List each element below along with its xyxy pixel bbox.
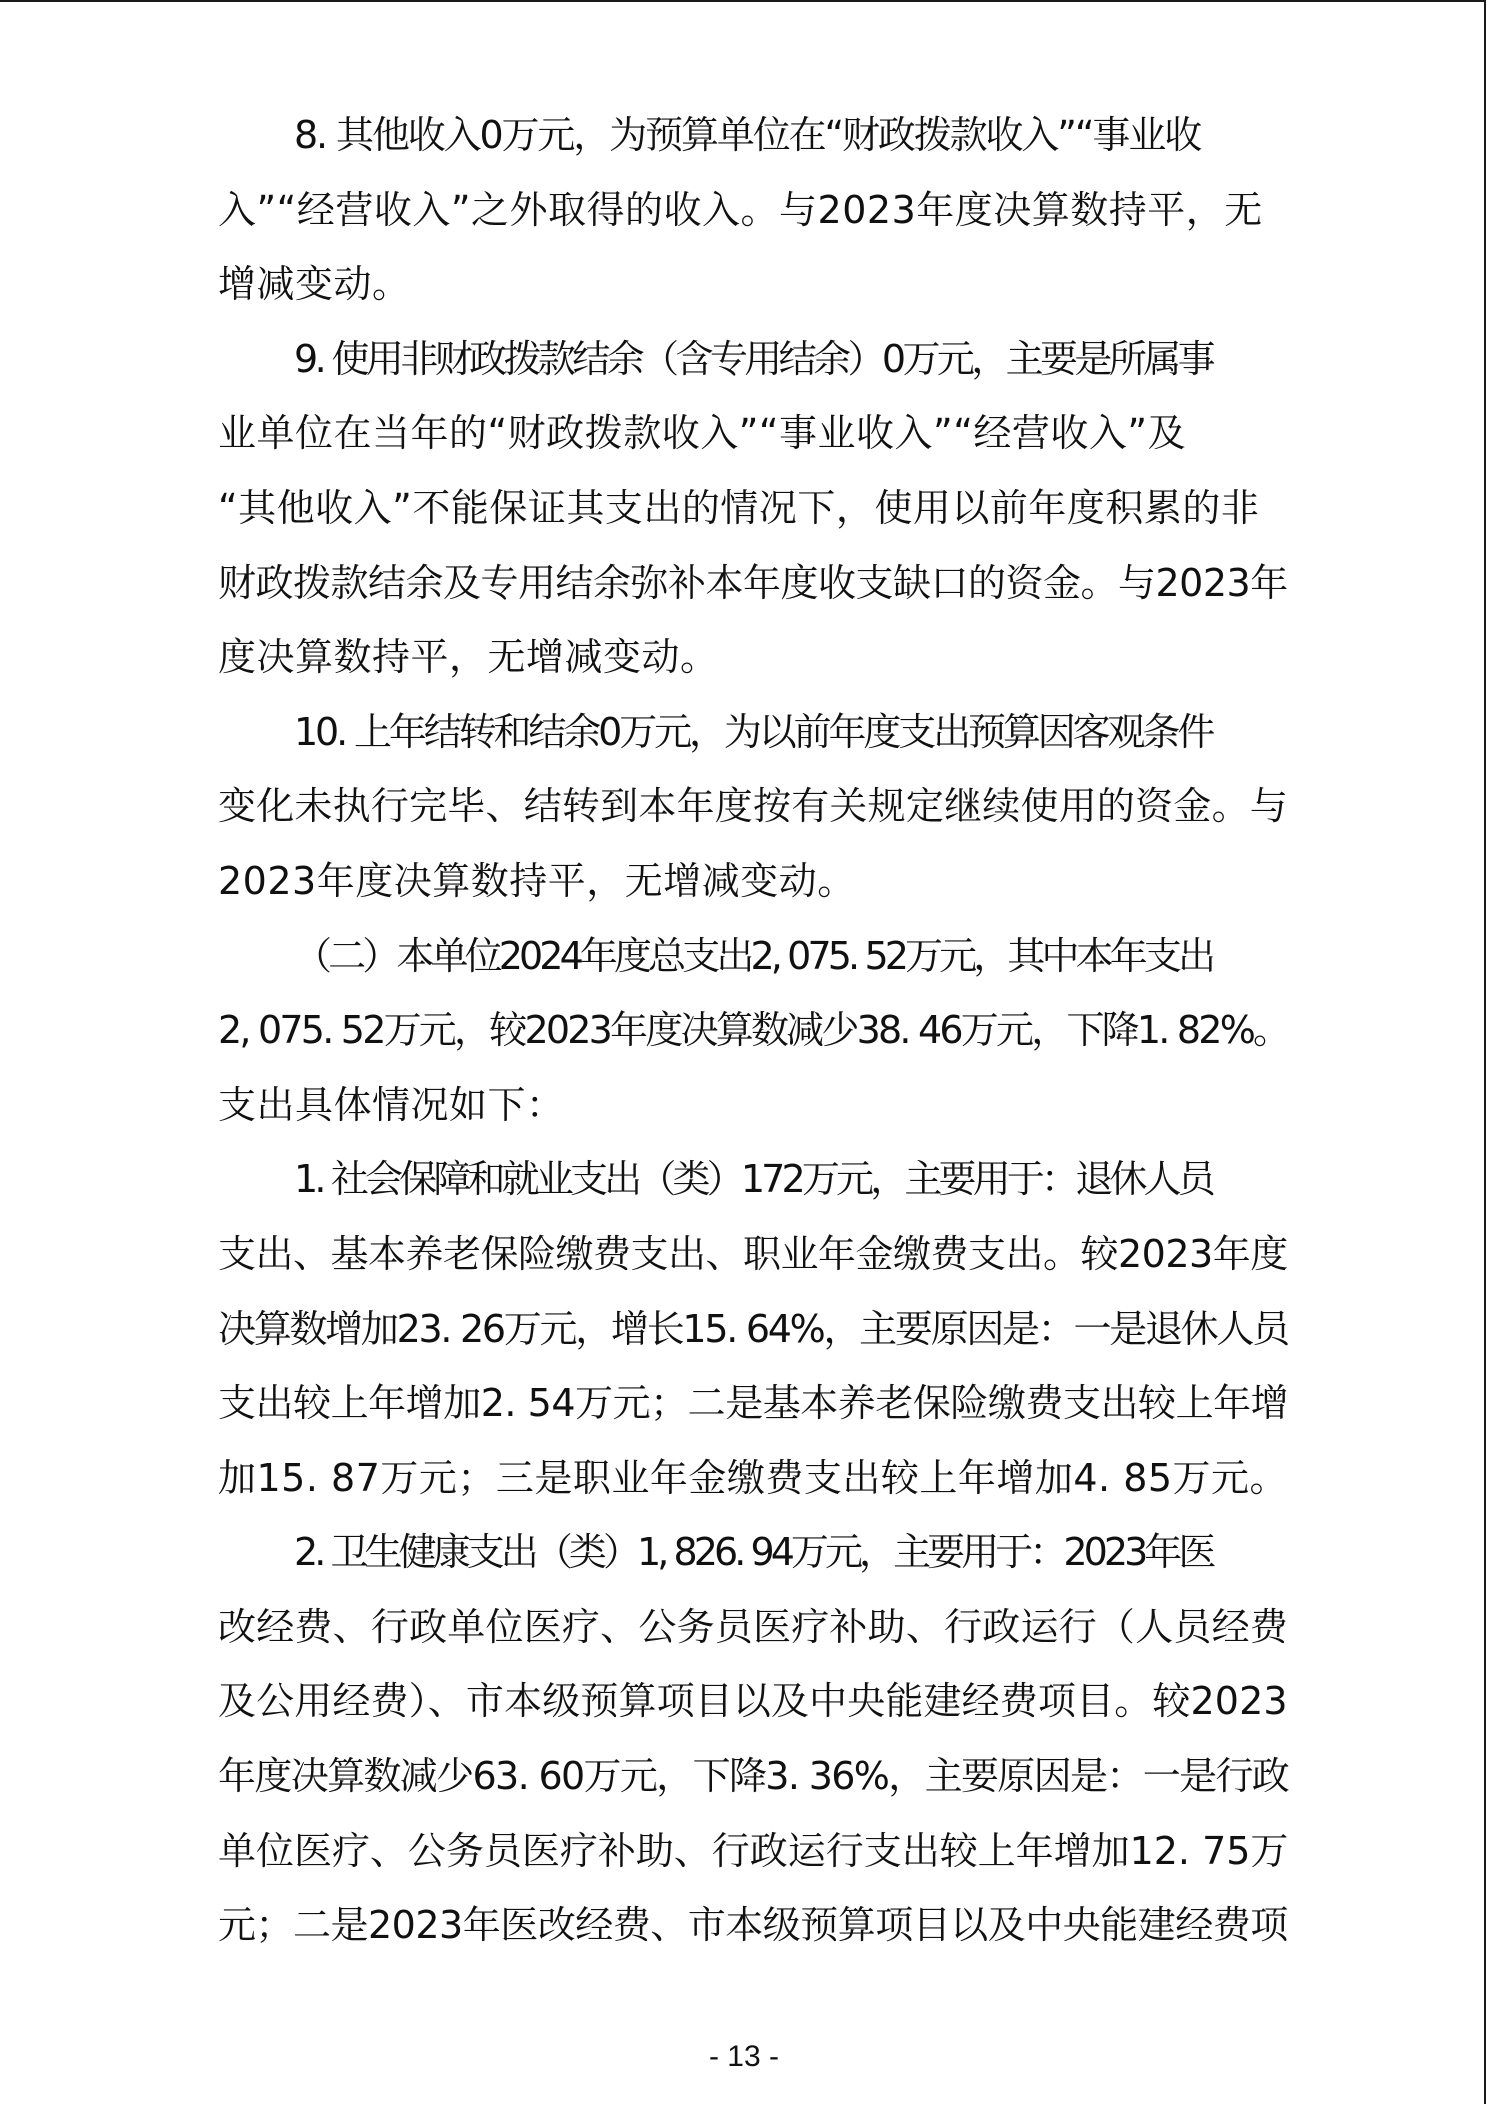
paragraph-line: 及公用经费）、市本级预算项目以及中央能建经费项目。较2023	[218, 1679, 1288, 1724]
paragraph-first-line: 1. 社会保障和就业支出（类）172万元，主要用于：退休人员	[294, 1157, 1212, 1202]
paragraph-line: “其他收入”不能保证其支出的情况下，使用以前年度积累的非	[218, 485, 1260, 530]
paragraph-line: 决算数增加23. 26万元，增长15. 64%，主要原因是：一是退休人员	[218, 1306, 1288, 1351]
paragraph-line: 变化未执行完毕、结转到本年度按有关规定继续使用的资金。与	[218, 784, 1289, 829]
paragraph-first-line: 8. 其他收入0万元，为预算单位在“财政拨款收入”“事业收	[294, 113, 1201, 157]
paragraph-line: 年度决算数减少63. 60万元，下降3. 36%，主要原因是：一是行政	[218, 1754, 1289, 1799]
paragraph-line: 改经费、行政单位医疗、公务员医疗补助、行政运行（人员经费	[218, 1604, 1289, 1649]
paragraph-line: 单位医疗、公务员医疗补助、行政运行支出较上年增加12. 75万	[218, 1828, 1289, 1873]
paragraph-first-line: 2. 卫生健康支出（类）1, 826. 94万元，主要用于：2023年医	[294, 1530, 1213, 1575]
document-body	[218, 98, 1288, 1963]
paragraph-line: 2023年度决算数持平，无增减变动。	[218, 858, 856, 903]
paragraph-line: 支出、基本养老保险缴费支出、职业年金缴费支出。较2023年度	[218, 1231, 1288, 1276]
paragraph-line: 增减变动。	[218, 262, 411, 307]
paragraph-first-line: 9. 使用非财政拨款结余（含专用结余）0万元，主要是所属事	[294, 336, 1213, 381]
paragraph-line: 支出具体情况如下：	[218, 1082, 565, 1127]
paragraph-line: 加15. 87万元；三是职业年金缴费支出较上年增加4. 85万元。	[218, 1455, 1289, 1500]
paragraph-line: 元；二是2023年医改经费、市本级预算项目以及中央能建经费项	[218, 1903, 1288, 1948]
paragraph-line: 财政拨款结余及专用结余弥补本年度收支缺口的资金。与2023年	[218, 560, 1288, 605]
paragraph-first-line: （二）本单位2024年度总支出2, 075. 52万元，其中本年支出	[294, 933, 1213, 978]
page-number: - 13 -	[708, 2040, 780, 2073]
paragraph-line: 度决算数持平，无增减变动。	[218, 635, 719, 680]
paragraph-line: 业单位在当年的“财政拨款收入”“事业收入”“经营收入”及	[218, 411, 1187, 456]
paragraph-line: 2, 075. 52万元，较2023年度决算数减少38. 46万元，下降1. 82%。	[218, 1008, 1289, 1053]
paragraph-first-line: 10. 上年结转和结余0万元，为以前年度支出预算因客观条件	[294, 709, 1213, 754]
paragraph-line: 入”“经营收入”之外取得的收入。与2023年度决算数持平，无	[218, 187, 1263, 232]
paragraph-line: 支出较上年增加2. 54万元；二是基本养老保险缴费支出较上年增	[218, 1381, 1289, 1426]
